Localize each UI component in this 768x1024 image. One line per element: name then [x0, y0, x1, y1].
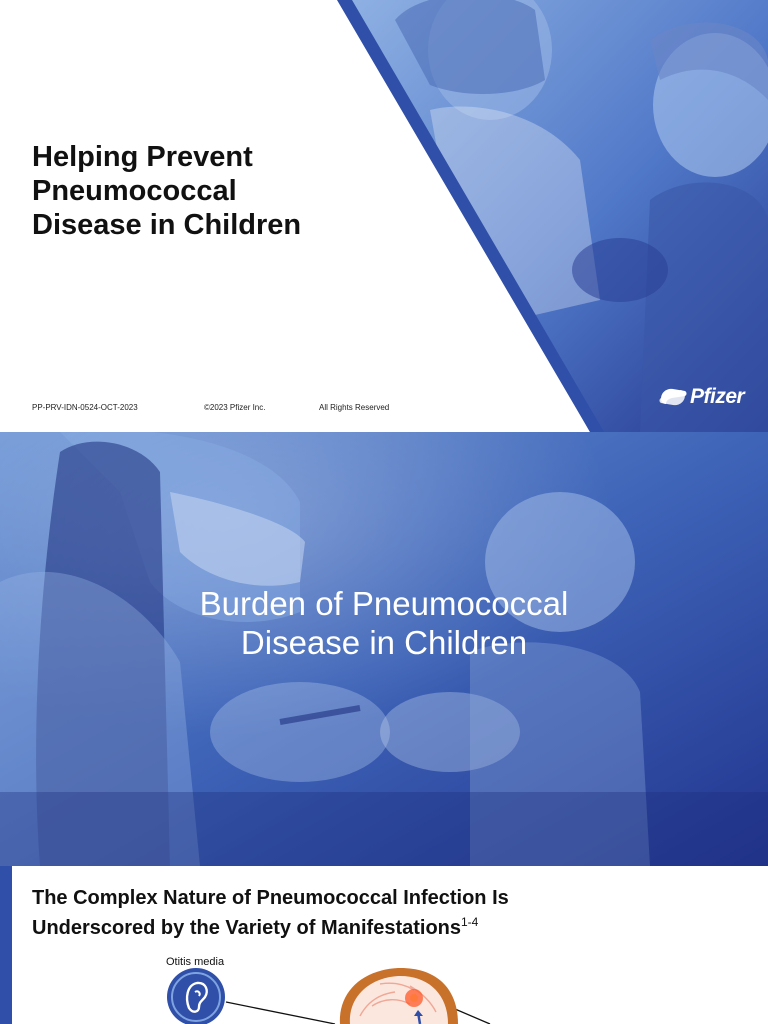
slide-title [32, 140, 352, 242]
title-slide [0, 0, 768, 432]
section-title [84, 584, 684, 662]
reference-superscript: 1-4 [461, 915, 479, 929]
slide-heading-text: Underscored by the Variety of Manifestations [32, 917, 461, 939]
pfizer-logo-text: Pfizer [690, 385, 745, 408]
manifestations-diagram [0, 866, 768, 1024]
head-brain-icon [340, 968, 458, 1024]
footer-code: PP-PRV-IDN-0524-OCT-2023 [32, 403, 138, 412]
footer-copyright: ©2023 Pfizer Inc. [204, 403, 266, 412]
slide-heading-line: The Complex Nature of Pneumococcal Infection Is [32, 887, 509, 909]
footer-rights: All Rights Reserved [319, 403, 390, 412]
otitis-media-label: Otitis media [166, 956, 225, 968]
ear-icon [167, 968, 225, 1024]
section-divider-slide [0, 432, 768, 866]
pfizer-logo [658, 380, 744, 414]
slide-title-line: Disease in Children [32, 209, 302, 241]
manifestations-slide [0, 866, 768, 1024]
section-title-line: Disease in Children [240, 624, 528, 661]
slide-title-line: Helping Prevent [32, 141, 253, 173]
section-title-line: Burden of Pneumococcal [199, 585, 569, 622]
pfizer-pill-icon [658, 382, 688, 412]
connector-line [226, 1002, 335, 1024]
slide-title-line: Pneumococcal [32, 175, 237, 207]
